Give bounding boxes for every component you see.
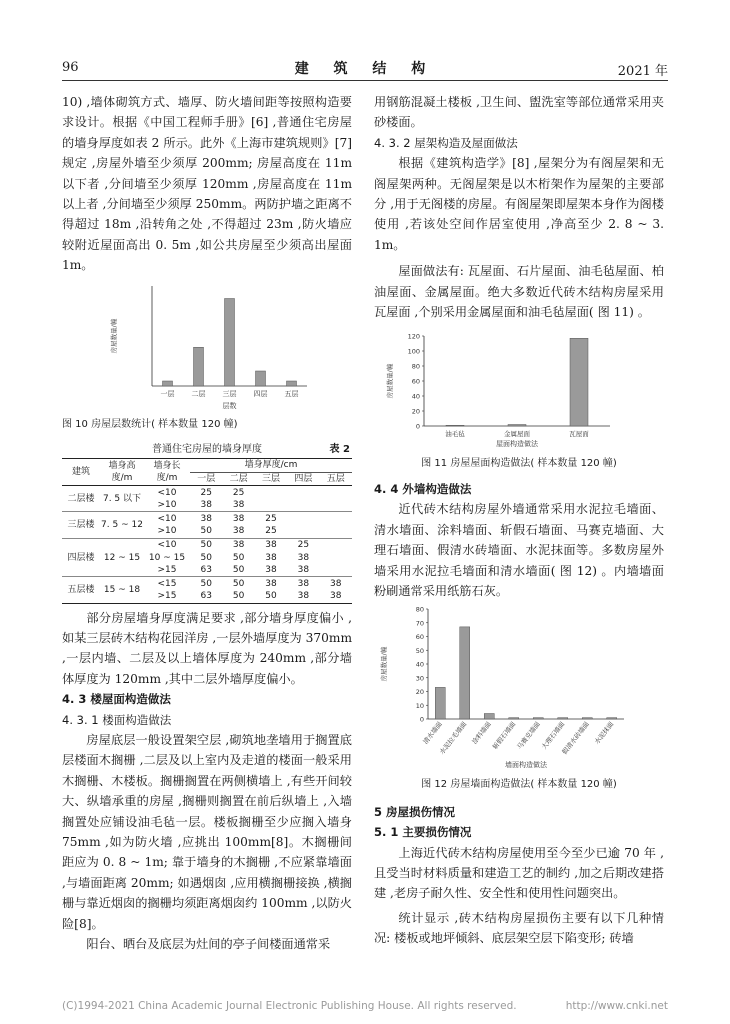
table-2-thickness-cell: 50 [222, 590, 254, 603]
y-axis-label: 房屋数量/幢 [380, 646, 388, 682]
chart-bar [558, 718, 568, 719]
y-tick-label: 100 [407, 347, 420, 356]
table-2-thickness-cell [287, 512, 319, 525]
category-label: 瓦屋面 [569, 430, 589, 439]
table-2-thickness-cell: 25 [232, 487, 245, 498]
y-tick-label: 120 [407, 332, 420, 341]
y-tick-label: 0 [419, 715, 424, 724]
y-tick-label: 20 [411, 407, 420, 416]
table-2-thickness-cell: 50 [200, 539, 212, 550]
table-2-thickness-cell: 50 [200, 552, 212, 563]
x-axis-label: 屋面构造做法 [496, 440, 538, 449]
table-2-thickness-cell [320, 538, 352, 551]
section-4-3-heading: 4. 3 楼屋面构造做法 [62, 692, 171, 707]
table-2-thickness-cell: 38 [255, 564, 287, 577]
y-tick-label: 60 [415, 633, 424, 642]
table-2-thickness-cell: 38 [265, 539, 277, 550]
table-2-thickness-cell: 38 [232, 513, 245, 524]
right-paragraph-4: 近代砖木结构房屋外墙通常采用水泥拉毛墙面、清水墙面、涂料墙面、斩假石墙面、马赛克墙面、大理石墙面、假清水砖墙面、水泥抹面等。多数房屋外墙采用水泥拉毛墙面和清水墙面( 图 12) 。内墙墙面粉刷通常采用纸筋石灰。 [374, 502, 664, 598]
table-2-thickness-cell [320, 551, 352, 564]
category-label: 油毛毡 [445, 430, 465, 439]
table-2-thickness-cell: 38 [200, 513, 212, 524]
y-tick-label: 20 [415, 688, 424, 697]
y-tick-label: 60 [411, 377, 420, 386]
y-tick-label: 30 [415, 674, 424, 683]
figure-12-caption: 图 12 房屋墙面构造做法( 样本数量 120 幢) [421, 778, 617, 790]
right-paragraph-5: 上海近代砖木结构房屋使用至今至少已逾 70 年 ,且受当时材料质量和建造工艺的制约 ,加之后期改建搭建 ,老房子耐久性、安全性和使用性问题突出。 [374, 845, 664, 901]
table-2-thickness-cell: 38 [265, 552, 277, 563]
table-2-header-height: 墙身高度/m [100, 459, 144, 486]
chart-bar [256, 371, 266, 386]
table-2-thickness-cell: 38 [297, 552, 310, 563]
y-tick-label: 40 [411, 392, 420, 401]
chart-bar [460, 627, 470, 719]
chart-bar [533, 718, 543, 719]
category-label: 五层 [284, 389, 299, 398]
table-2-thickness-cell: 38 [232, 539, 245, 550]
running-header [62, 58, 668, 81]
table-2-thickness-cell: 38 [297, 578, 310, 589]
table-2-thickness-cell: 38 [222, 499, 254, 512]
figure-12 [374, 601, 664, 791]
table-2-building-label: 三层楼 [62, 512, 100, 538]
table-2-height-cell: 7. 5 以下 [100, 486, 144, 512]
table-2-length-cell: <10 [157, 539, 177, 550]
table-2-thickness-cell [255, 486, 287, 499]
y-tick-label: 70 [415, 619, 424, 628]
table-row [62, 538, 352, 551]
footer-url: http://www.cnki.net [565, 1000, 668, 1012]
right-paragraph-6: 统计显示 ,砖木结构房屋损伤主要有以下几种情况: 楼板或地坪倾斜、底层架空层下陷变形; 砖墙 [374, 910, 664, 946]
footer-copyright: (C)1994-2021 China Academic Journal Electronic Publishing House. All rights reserved. [62, 1000, 517, 1012]
table-2-thickness-cell: 50 [232, 552, 245, 563]
table-2-thickness-cell: 63 [190, 564, 222, 577]
table-2-height-cell: 12 ~ 15 [100, 538, 144, 577]
table-2-thickness-cell [287, 499, 319, 512]
table-2-thickness-cell: 38 [320, 590, 352, 603]
table-2-building-label: 四层楼 [62, 538, 100, 577]
table-2-title: 普通住宅房屋的墙身厚度 [152, 444, 262, 456]
figure-11-caption: 图 11 房屋屋面构造做法( 样本数量 120 幢) [421, 457, 617, 469]
category-label: 水泥拉毛墙面 [438, 720, 469, 757]
table-2-thickness-cell: 38 [330, 578, 342, 589]
category-label: 一层 [160, 389, 175, 398]
table-2-floor-header: 四层 [287, 472, 319, 486]
chart-bar [607, 718, 617, 719]
chart-bar [435, 688, 445, 720]
table-2-length-cell: >10 [144, 499, 190, 512]
page-footer [62, 1000, 668, 1012]
table-2-thickness-cell: 38 [287, 564, 319, 577]
journal-year: 2021 年 [617, 64, 668, 79]
table-2-thickness-cell [287, 525, 319, 538]
left-paragraph-1: 10) ,墙体砌筑方式、墙厚、防火墙间距等按照构造要求设计。根据《中国工程师手册》[6] ,普通住宅房屋的墙身厚度如表 2 所示。此外《上海市建筑规则》[7] 规定 ,房屋外墙至少须厚 200mm; 房屋高度在 11m 以下者 ,分间墙至少须厚 120mm ,房屋高度在 11m 以上者 ,分间墙至少须厚 250mm。两防护墙之距离不得超过 18m ,沿转角之处 ,不得超过 23m ,防火墙应较附近屋面高出 0. 5m ,如公共房屋至少须高出屋面 1m。 [62, 95, 352, 273]
right-column [374, 92, 664, 949]
figure-11-chart [374, 322, 664, 450]
section-4-3-1-heading: 4. 3. 1 楼面构造做法 [62, 712, 172, 727]
section-5-1-heading: 5. 1 主要损伤情况 [374, 825, 472, 840]
left-paragraph-4: 阳台、晒台及底层为灶间的亭子间楼面通常采 [86, 937, 331, 952]
table-2-thickness-cell: 25 [265, 513, 277, 524]
x-axis-label: 层数 [222, 401, 237, 410]
y-tick-label: 50 [415, 647, 424, 656]
table-2-length-cell: <10 [157, 513, 177, 524]
section-4-4-heading: 4. 4 外墙构造做法 [374, 481, 472, 496]
chart-bar [508, 425, 526, 427]
chart-bar [225, 298, 235, 386]
table-2-height-cell: 15 ~ 18 [100, 577, 144, 603]
table-2-length-cell: 10 ~ 15 [148, 552, 186, 563]
section-4-3-2-heading: 4. 3. 2 屋架构造及屋面做法 [374, 135, 518, 150]
table-2 [62, 442, 352, 604]
table-2-thickness-cell: 38 [222, 525, 254, 538]
category-label: 假清水砖墙面 [560, 720, 591, 757]
table-2-building-label: 二层楼 [62, 486, 100, 512]
table-2-length-cell: >10 [144, 525, 190, 538]
table-2-grid [62, 458, 352, 604]
x-axis-label: 墙面构造做法 [505, 761, 547, 770]
table-2-title-row [62, 442, 352, 458]
table-2-header-building: 建筑 [62, 459, 100, 486]
section-5-heading: 5 房屋损伤情况 [374, 804, 456, 819]
category-label: 斩假石墙面 [491, 720, 518, 752]
page-number: 96 [62, 60, 79, 75]
table-2-floor-header: 五层 [320, 472, 352, 486]
category-label: 马赛克墙面 [515, 720, 542, 752]
table-2-length-cell: >15 [144, 564, 190, 577]
table-2-thickness-cell: 25 [200, 487, 212, 498]
table-2-length-cell: >15 [144, 590, 190, 603]
journal-title: 建 筑 结 构 [294, 61, 436, 77]
table-2-thickness-cell: 25 [297, 539, 310, 550]
category-label: 大理石墙面 [540, 720, 567, 752]
right-paragraph-3: 屋面做法有: 瓦屋面、石片屋面、油毛毡屋面、柏油屋面、金属屋面。绝大多数近代砖木结构房屋采用瓦屋面 ,个别采用金属屋面和油毛毡屋面( 图 11) 。 [374, 264, 664, 320]
table-2-height-cell: 7. 5 ~ 12 [100, 512, 144, 538]
table-2-floor-header: 一层 [190, 472, 222, 486]
table-2-length-cell: <10 [157, 487, 177, 498]
chart-bar [484, 714, 494, 720]
category-label: 四层 [253, 389, 268, 398]
table-2-thickness-cell: 38 [265, 578, 277, 589]
table-2-thickness-cell [320, 564, 352, 577]
chart-bar [509, 718, 519, 719]
figure-10 [62, 278, 352, 432]
category-label: 水泥抹面 [593, 720, 616, 747]
table-2-thickness-cell: 50 [232, 578, 245, 589]
chart-bar [582, 718, 592, 719]
y-tick-label: 40 [415, 660, 424, 669]
figure-12-chart [374, 601, 664, 771]
y-tick-label: 0 [415, 422, 420, 431]
table-2-thickness-cell: 50 [200, 578, 212, 589]
chart-bar [163, 381, 173, 386]
right-paragraph-1: 用钢筋混凝土楼板 ,卫生间、盥洗室等部位通常采用夹砂楼面。 [374, 95, 664, 130]
table-2-thickness-cell: 50 [222, 564, 254, 577]
table-2-thickness-cell: 63 [190, 590, 222, 603]
table-2-number: 表 2 [329, 444, 350, 456]
table-2-thickness-cell: 50 [255, 590, 287, 603]
table-row [62, 486, 352, 499]
y-tick-label: 80 [415, 605, 424, 614]
left-paragraph-2: 部分房屋墙身厚度满足要求 ,部分墙身厚度偏小 ,如某三层砖木结构花园洋房 ,一层外墙厚度为 370mm ,一层内墙、二层及以上墙体厚度为 240mm ,部分墙体厚度为 120mm ,其中二层外墙厚度偏小。 [62, 610, 352, 686]
y-tick-label: 80 [411, 362, 420, 371]
left-column [62, 92, 352, 955]
category-label: 三层 [222, 389, 237, 398]
y-axis-label: 房屋数量/幢 [386, 364, 394, 399]
table-2-floor-header: 三层 [255, 472, 287, 486]
table-2-thickness-cell: 38 [190, 499, 222, 512]
table-2-length-cell: <15 [157, 578, 177, 589]
table-row [62, 512, 352, 525]
chart-bar [287, 381, 297, 386]
category-label: 金属屋面 [504, 430, 530, 439]
y-axis-label: 房屋数量/幢 [110, 318, 118, 354]
left-paragraph-3: 房屋底层一般设置架空层 ,砌筑地垄墙用于搁置底层楼面木搁栅 ,二层及以上室内及走道的楼面一般采用木搁栅、木楼板。搁栅搁置在两侧横墙上 ,有些开间较大、纵墙承重的房屋 ,搁栅则搁置在前后纵墙上 ,入墙搁置处应铺设油毛毡一层。楼板搁栅至少应搁入墙身 75mm ,如为防火墙 ,应挑出 100mm[8]。木搁栅间距应为 0. 8 ~ 1m; 靠于墙身的木搁栅 ,不应紧靠墙面 ,与墙面距离 20mm; 如遇烟囱 ,应用横搁栅接换 ,横搁栅与靠近烟囱的搁栅均须距离烟囱约 100mm ,以防火险[8]。 [62, 733, 352, 931]
chart-bar [446, 426, 464, 427]
table-2-header-thickness: 墙身厚度/cm [190, 459, 352, 473]
figure-10-caption: 图 10 房屋层数统计( 样本数量 120 幢) [62, 419, 238, 431]
table-2-building-label: 五层楼 [62, 577, 100, 603]
table-2-thickness-cell: 38 [287, 590, 319, 603]
table-2-thickness-cell [255, 499, 287, 512]
table-2-thickness-cell: 50 [190, 525, 222, 538]
chart-bar [570, 339, 588, 427]
table-2-floor-header: 二层 [222, 472, 254, 486]
table-2-thickness-cell [320, 525, 352, 538]
table-row [62, 577, 352, 590]
table-2-thickness-cell [320, 486, 352, 499]
figure-11 [374, 322, 664, 470]
table-2-thickness-cell: 25 [255, 525, 287, 538]
category-label: 涂料墙面 [470, 720, 493, 747]
table-2-thickness-cell [287, 486, 319, 499]
chart-bar [194, 347, 204, 386]
category-label: 二层 [191, 389, 206, 398]
category-label: 清水墙面 [421, 720, 444, 747]
figure-10-chart [62, 278, 352, 412]
y-tick-label: 10 [415, 702, 424, 711]
table-2-thickness-cell [320, 499, 352, 512]
table-2-header-length: 墙身长度/m [144, 459, 190, 486]
table-2-thickness-cell [320, 512, 352, 525]
right-paragraph-2: 根据《建筑构造学》[8] ,屋架分为有阁屋架和无阁屋架两种。无阁屋架是以木桁架作为屋架的主要部分 ,用于无阁楼的房屋。有阁屋架即屋架本身作为阁楼使用 ,若该处空间作居室使用 ,净高至少 2. 8 ~ 3. 1m。 [374, 156, 664, 252]
